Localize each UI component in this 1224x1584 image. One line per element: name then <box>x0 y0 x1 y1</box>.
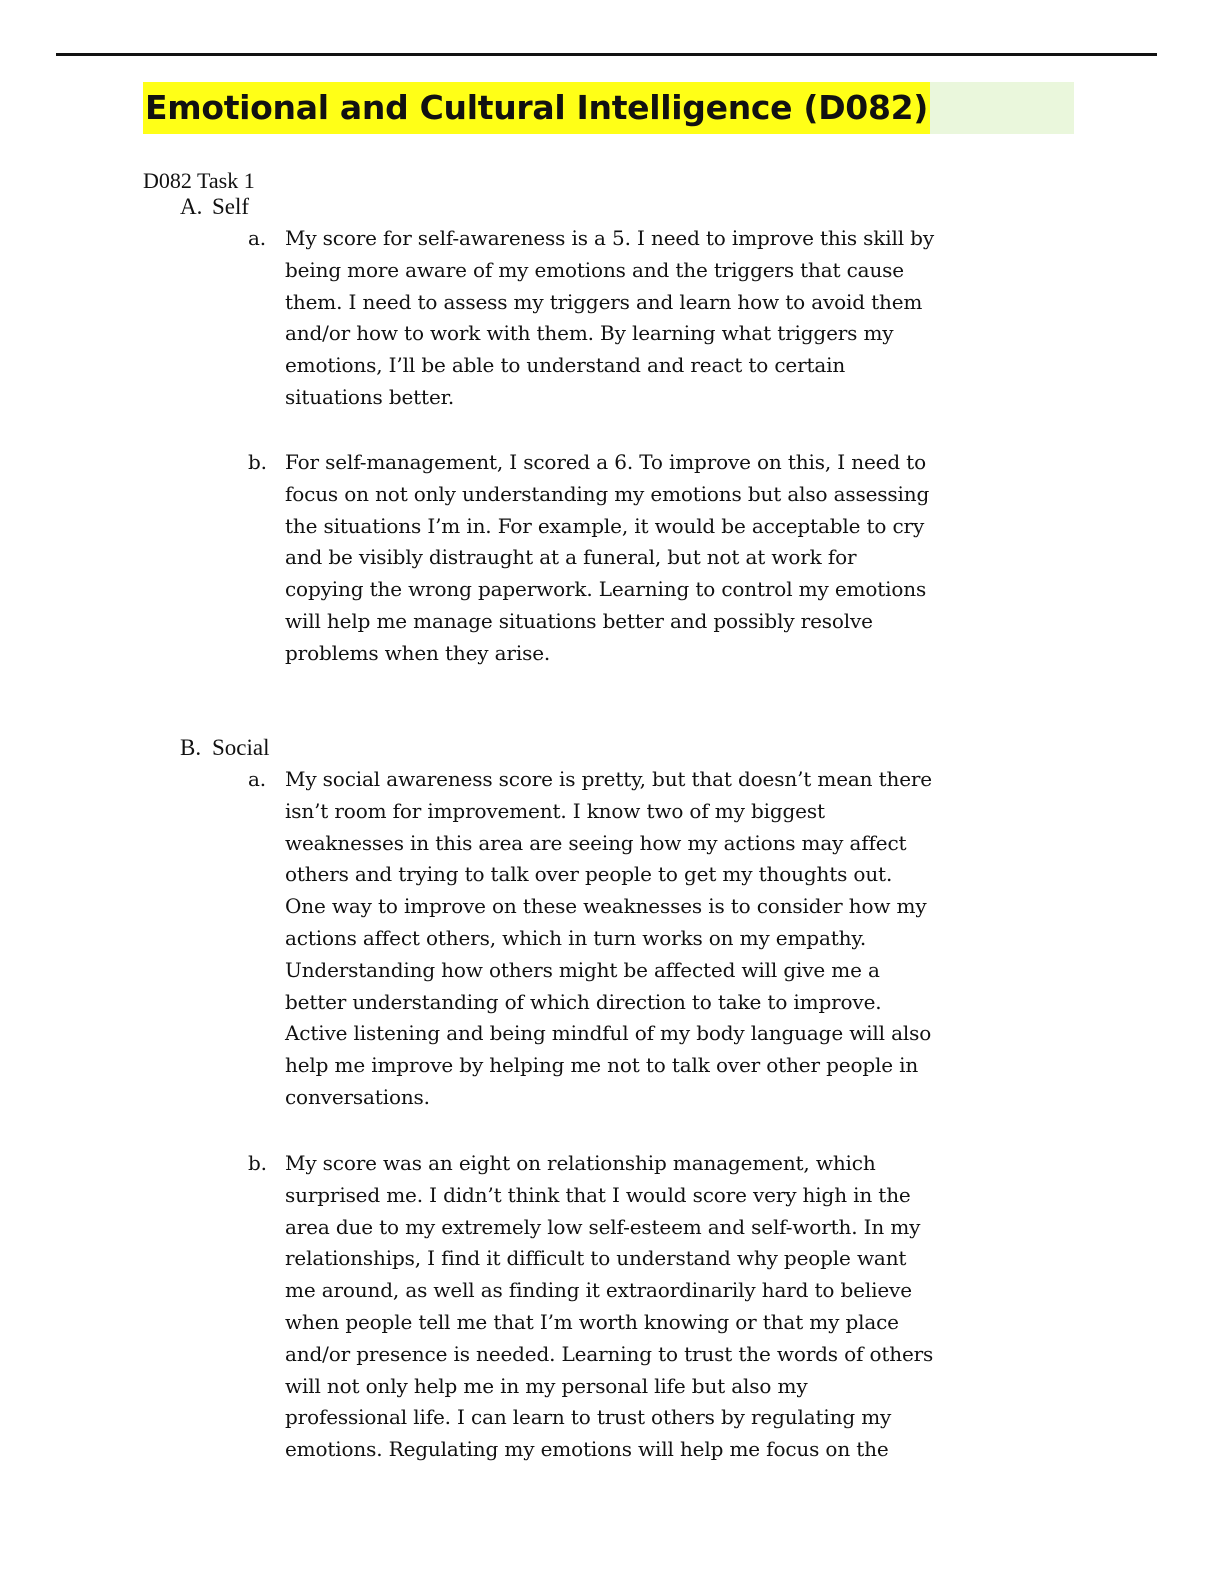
list-item-self-management <box>248 447 1088 670</box>
section-heading-social <box>180 735 270 761</box>
paragraph-line: the situations I’m in. For example, it would be acceptable to cry <box>285 513 925 538</box>
paragraph-line: help me improve by helping me not to talk over other people in <box>285 1053 919 1078</box>
paragraph-line: emotions, I’ll be able to understand and react to certain <box>285 353 846 378</box>
paragraph-line: My score for self-awareness is a 5. I need to improve this skill by <box>285 226 934 250</box>
paragraph-line: problems when they arise. <box>285 640 551 665</box>
item-marker: b. <box>248 1151 267 1175</box>
paragraph-line: better understanding of which direction to take to improve. <box>285 989 882 1014</box>
list-item-relationship-management <box>248 1148 1088 1466</box>
paragraph-line: One way to improve on these weaknesses is to consider how my <box>285 894 927 919</box>
paragraph-line: conversations. <box>285 1084 430 1109</box>
paragraph-line: me around, as well as finding it extraordinarily hard to believe <box>285 1278 912 1303</box>
item-marker: b. <box>248 450 267 474</box>
paragraph-line: actions affect others, which in turn works on my empathy. <box>285 925 867 950</box>
paragraph-line: For self-management, I scored a 6. To improve on this, I need to <box>285 450 926 474</box>
section-heading-label: Social <box>212 735 270 760</box>
paragraph-line: and be visibly distraught at a funeral, but not at work for <box>285 545 857 570</box>
paragraph-line: others and trying to talk over people to get my thoughts out. <box>285 862 893 887</box>
paragraph-line: and/or presence is needed. Learning to trust the words of others <box>285 1341 934 1366</box>
paragraph-line: and/or how to work with them. By learning what triggers my <box>285 321 894 346</box>
section-marker: B. <box>180 735 202 760</box>
list-item-social-awareness <box>248 764 1088 1114</box>
paragraph-line: surprised me. I didn’t think that I would score very high in the <box>285 1182 911 1207</box>
list-item-self-awareness <box>248 223 1088 414</box>
paragraph-line: them. I need to assess my triggers and learn how to avoid them <box>285 289 923 314</box>
paragraph-line: will help me manage situations better and possibly resolve <box>285 608 873 633</box>
paragraph-line: Understanding how others might be affected will give me a <box>285 957 880 982</box>
section-heading-label: Self <box>212 194 250 219</box>
header-rule <box>56 53 1157 56</box>
paragraph-line: copying the wrong paperwork. Learning to control my emotions <box>285 577 927 602</box>
task-label: D082 Task 1 <box>143 168 255 193</box>
paragraph-line: area due to my extremely low self-esteem and self-worth. In my <box>285 1214 921 1239</box>
document-title: Emotional and Cultural Intelligence (D082) <box>143 82 930 134</box>
paragraph-line: Active listening and being mindful of my body language will also <box>285 1021 932 1046</box>
paragraph-line: situations better. <box>285 384 455 409</box>
section-marker: A. <box>180 194 203 219</box>
paragraph-line: when people tell me that I’m worth knowing or that my place <box>285 1309 899 1334</box>
paragraph-line: weaknesses in this area are seeing how my actions may affect <box>285 830 907 855</box>
paragraph-line: professional life. I can learn to trust others by regulating my <box>285 1405 892 1430</box>
item-marker: a. <box>248 767 266 791</box>
paragraph-line: My score was an eight on relationship management, which <box>285 1151 876 1175</box>
paragraph-line: My social awareness score is pretty, but that doesn’t mean there <box>285 767 932 791</box>
item-marker: a. <box>248 226 266 250</box>
paragraph-line: being more aware of my emotions and the triggers that cause <box>285 257 904 282</box>
section-heading-self <box>180 194 249 220</box>
paragraph-line: focus on not only understanding my emotions but also assessing <box>285 481 930 506</box>
paragraph-line: emotions. Regulating my emotions will help me focus on the <box>285 1437 889 1462</box>
paragraph-line: will not only help me in my personal life but also my <box>285 1373 808 1398</box>
paragraph-line: relationships, I find it difficult to understand why people want <box>285 1246 907 1271</box>
paragraph-line: isn’t room for improvement. I know two of my biggest <box>285 798 825 823</box>
